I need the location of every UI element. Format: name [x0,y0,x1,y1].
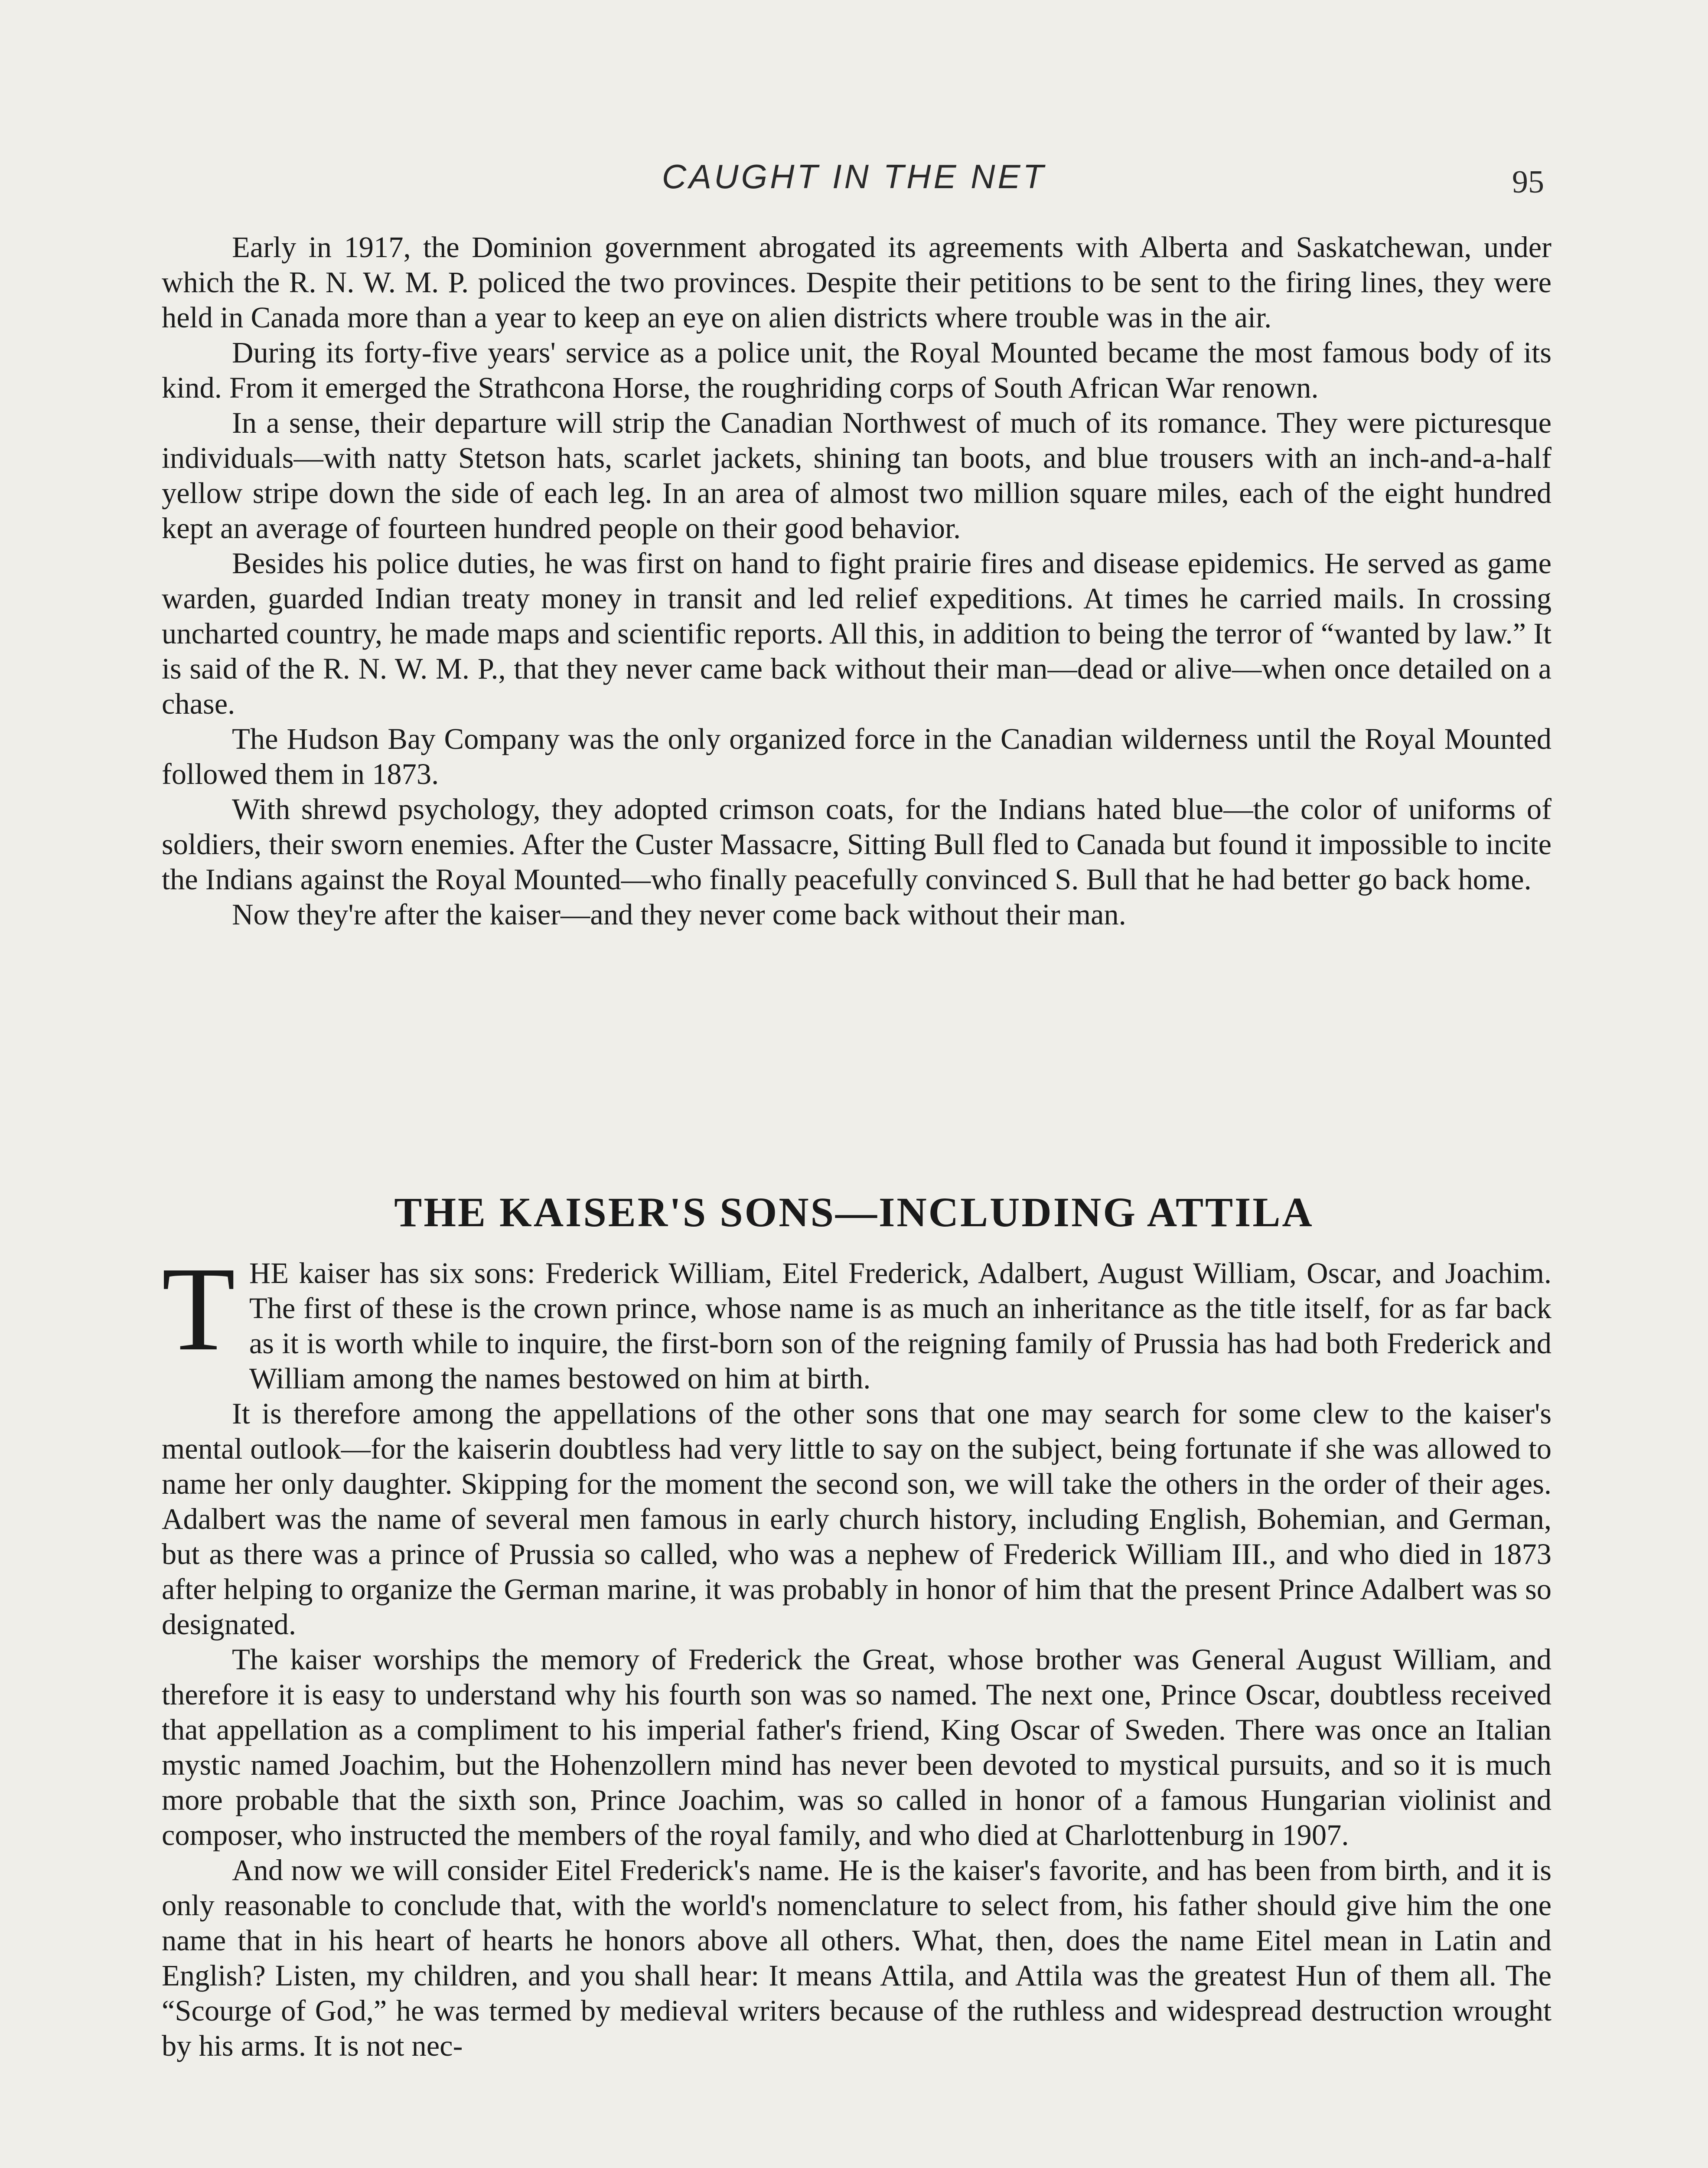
paragraph: It is therefore among the appellations of the other sons that one may search for some clew to the kaiser's mental outlook—for the kaiserin doubtless had very little to say on the subject, being fortunate if she was allowed to name her only daughter. Skipping for the moment the second son, we will take the others in the order of their ages. Adalbert was the name of several men famous in early church history, including English, Bohemian, and German, but as there was a prince of Prussia so called, who was a nephew of Frederick William III., and who died in 1873 after helping to organize the German marine, it was probably in honor of him that the present Prince Adalbert was so designated. [162,1397,1552,1641]
paragraph: The Hudson Bay Company was the only organized force in the Canadian wilderness until the Royal Mounted followed them in 1873. [162,722,1552,790]
article-royal-mounted [162,230,1552,932]
paragraph: Besides his police duties, he was first on hand to fight prairie fires and disease epidemics. He served as game warden, guarded Indian treaty money in transit and led relief expeditions. At times he carried mails. In crossing uncharted country, he made maps and scientific reports. All this, in addition to being the terror of “wanted by law.” It is said of the R. N. W. M. P., that they never came back without their man—dead or alive—when once detailed on a chase. [162,547,1552,720]
article-kaisers-sons [162,1242,1552,2064]
article-headline: THE KAISER'S SONS—INCLUDING ATTILA [394,1189,1314,1235]
paragraph: The kaiser worships the memory of Frederick the Great, whose brother was General August William, and therefore it is easy to understand why his fourth son was so named. The next one, Prince Oscar, doubtless received that appellation as a compliment to his imperial father's friend, King Oscar of Sweden. There was once an Italian mystic named Joachim, but the Hohenzollern mind has never been devoted to mystical pursuits, and so it is much more probable that the sixth son, Prince Joachim, was so called in honor of a famous Hungarian violinist and composer, who instructed the members of the royal family, and who died at Charlottenburg in 1907. [162,1643,1552,1851]
drop-cap: T [162,1242,235,1376]
paragraph: Early in 1917, the Dominion government abrogated its agreements with Alberta and Saskatchewan, under which the R. N. W. M. P. policed the two provinces. Despite their petitions to be sent to the firing lines, they were held in Canada more than a year to keep an eye on alien districts where trouble was in the air. [162,231,1552,334]
paragraph: Now they're after the kaiser—and they never come back without their man. [232,898,1126,931]
paragraph: In a sense, their departure will strip the Canadian Northwest of much of its romance. They were picturesque individuals—with natty Stetson hats, scarlet jackets, shining tan boots, and blue trousers with an inch-and-a-half yellow stripe down the side of each leg. In an area of almost two million square miles, each of the eight hundred kept an average of fourteen hundred people on their good behavior. [162,406,1552,545]
page-number: 95 [1512,164,1544,200]
paragraph: With shrewd psychology, they adopted crimson coats, for the Indians hated blue—the color of uniforms of soldiers, their sworn enemies. After the Custer Massacre, Sitting Bull fled to Canada but found it impossible to incite the Indians against the Royal Mounted—who finally peacefully convinced S. Bull that he had better go back home. [162,793,1552,896]
paragraph: And now we will consider Eitel Frederick's name. He is the kaiser's favorite, and has been from birth, and it is only reasonable to conclude that, with the world's nomenclature to select from, his father should give him the one name that in his heart of hearts he honors above all others. What, then, does the name Eitel mean in Latin and English? Listen, my children, and you shall hear: It means Attila, and Attila was the greatest Hun of them all. The “Scourge of God,” he was termed by medieval writers because of the ruthless and widespread destruction wrought by his arms. It is not nec- [162,1854,1552,2062]
running-head: CAUGHT IN THE NET [662,157,1046,196]
paragraph: During its forty-five years' service as a police unit, the Royal Mounted became the most famous body of its kind. From it emerged the Strathcona Horse, the roughriding corps of South African War renown. [162,336,1552,404]
paragraph: HE kaiser has six sons: Frederick William, Eitel Frederick, Adalbert, August William, Oscar, and Joachim. The first of these is the crown prince, whose name is as much an inheritance as the title itself, for as far back as it is worth while to inquire, the first-born son of the reigning family of Prussia has had both Frederick and William among the names bestowed on him at birth. [249,1257,1552,1395]
